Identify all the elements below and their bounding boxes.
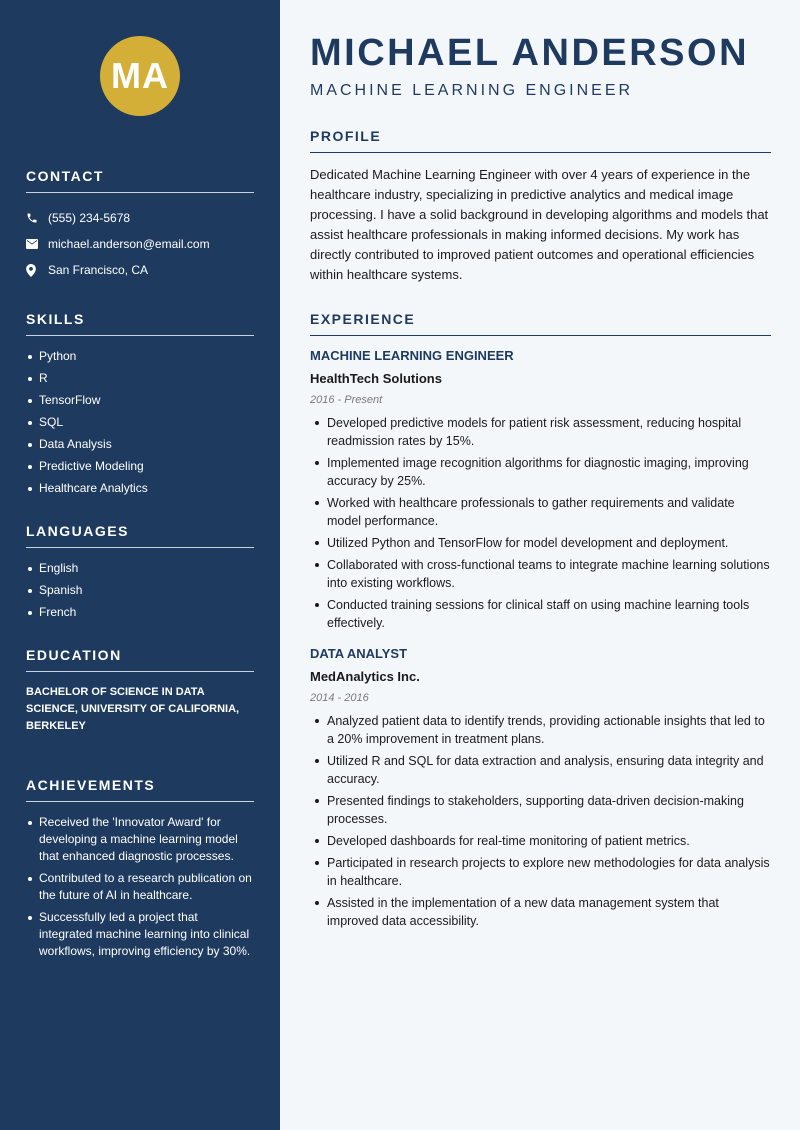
achievements-heading: ACHIEVEMENTS bbox=[26, 777, 254, 802]
job-entry bbox=[310, 348, 771, 632]
job-dates: 2016 - Present bbox=[310, 394, 383, 406]
job-bullet: Participated in research projects to explore new methodologies for data analysis in healthcare. bbox=[310, 854, 771, 890]
skill-item: TensorFlow bbox=[26, 392, 254, 409]
job-bullet: Assisted in the implementation of a new data management system that improved data accessibility. bbox=[310, 894, 771, 930]
skills-heading: SKILLS bbox=[26, 311, 254, 336]
job-bullet: Collaborated with cross-functional teams to integrate machine learning solutions into existing workflows. bbox=[310, 556, 771, 592]
contact-heading: CONTACT bbox=[26, 168, 254, 193]
job-title: DATA ANALYST bbox=[310, 646, 408, 661]
avatar: MA bbox=[100, 36, 180, 116]
skill-item: Data Analysis bbox=[26, 436, 254, 453]
phone-icon bbox=[26, 212, 48, 224]
job-bullet: Worked with healthcare professionals to gather requirements and validate model performance. bbox=[310, 494, 771, 530]
skill-item: R bbox=[26, 370, 254, 387]
job-bullet: Utilized R and SQL for data extraction and analysis, ensuring data integrity and accuracy. bbox=[310, 752, 771, 788]
job-bullet: Implemented image recognition algorithms for diagnostic imaging, improving accuracy by 25%. bbox=[310, 454, 771, 490]
job-bullet: Developed predictive models for patient risk assessment, reducing hospital readmission rates by 15%. bbox=[310, 414, 771, 450]
candidate-title: MACHINE LEARNING ENGINEER bbox=[310, 82, 634, 99]
skill-item: Healthcare Analytics bbox=[26, 480, 254, 497]
skills-list bbox=[26, 348, 254, 497]
achievement-item: Successfully led a project that integrated machine learning into clinical workflows, improving efficiency by 30%. bbox=[26, 909, 254, 960]
achievements-section bbox=[26, 777, 254, 960]
education-section bbox=[26, 647, 254, 735]
language-item: English bbox=[26, 560, 254, 577]
contact-email bbox=[26, 231, 254, 257]
skill-item: Predictive Modeling bbox=[26, 458, 254, 475]
job-bullets bbox=[310, 712, 771, 930]
experience-section bbox=[310, 311, 771, 930]
company-name: MedAnalytics Inc. bbox=[310, 669, 420, 684]
language-item: Spanish bbox=[26, 582, 254, 599]
map-pin-icon bbox=[26, 264, 48, 277]
job-entry bbox=[310, 646, 771, 930]
job-bullets bbox=[310, 414, 771, 632]
skill-item: SQL bbox=[26, 414, 254, 431]
contact-phone bbox=[26, 205, 254, 231]
main-content bbox=[280, 0, 800, 1130]
skills-section bbox=[26, 311, 254, 497]
contact-location bbox=[26, 257, 254, 283]
skill-item: Python bbox=[26, 348, 254, 365]
languages-heading: LANGUAGES bbox=[26, 523, 254, 548]
candidate-name: MICHAEL ANDERSON bbox=[310, 32, 750, 74]
company-name: HealthTech Solutions bbox=[310, 371, 442, 386]
profile-section bbox=[310, 128, 771, 285]
education-degree: BACHELOR OF SCIENCE IN DATA SCIENCE, UNIVERSITY OF CALIFORNIA, BERKELEY bbox=[26, 686, 240, 732]
languages-section bbox=[26, 523, 254, 621]
achievement-item: Received the 'Innovator Award' for developing a machine learning model that enhanced diagnostic processes. bbox=[26, 814, 254, 865]
profile-text: Dedicated Machine Learning Engineer with over 4 years of experience in the healthcare industry, specializing in predictive analytics and medical image processing. I have a solid background in developing algorithms and models that assist healthcare professionals in making informed decisions. My work has directly contributed to improved patient outcomes and operational efficiencies within healthcare systems. bbox=[310, 167, 769, 282]
education-heading: EDUCATION bbox=[26, 647, 254, 672]
contact-section bbox=[26, 168, 254, 283]
job-bullet: Utilized Python and TensorFlow for model development and deployment. bbox=[310, 534, 771, 552]
language-item: French bbox=[26, 604, 254, 621]
email-text: michael.anderson@email.com bbox=[48, 237, 210, 251]
job-bullet: Presented findings to stakeholders, supporting data-driven decision-making processes. bbox=[310, 792, 771, 828]
job-dates: 2014 - 2016 bbox=[310, 692, 369, 704]
job-bullet: Developed dashboards for real-time monitoring of patient metrics. bbox=[310, 832, 771, 850]
achievement-item: Contributed to a research publication on the future of AI in healthcare. bbox=[26, 870, 254, 904]
profile-heading: PROFILE bbox=[310, 128, 771, 153]
job-bullet: Analyzed patient data to identify trends, providing actionable insights that led to a 20% improvement in treatment plans. bbox=[310, 712, 771, 748]
envelope-icon bbox=[26, 239, 48, 249]
job-title: MACHINE LEARNING ENGINEER bbox=[310, 348, 514, 363]
job-bullet: Conducted training sessions for clinical staff on using machine learning tools effectively. bbox=[310, 596, 771, 632]
phone-text: (555) 234-5678 bbox=[48, 211, 131, 225]
experience-heading: EXPERIENCE bbox=[310, 311, 771, 336]
achievements-list bbox=[26, 814, 254, 960]
sidebar bbox=[0, 0, 280, 1130]
location-text: San Francisco, CA bbox=[48, 263, 149, 277]
languages-list bbox=[26, 560, 254, 621]
